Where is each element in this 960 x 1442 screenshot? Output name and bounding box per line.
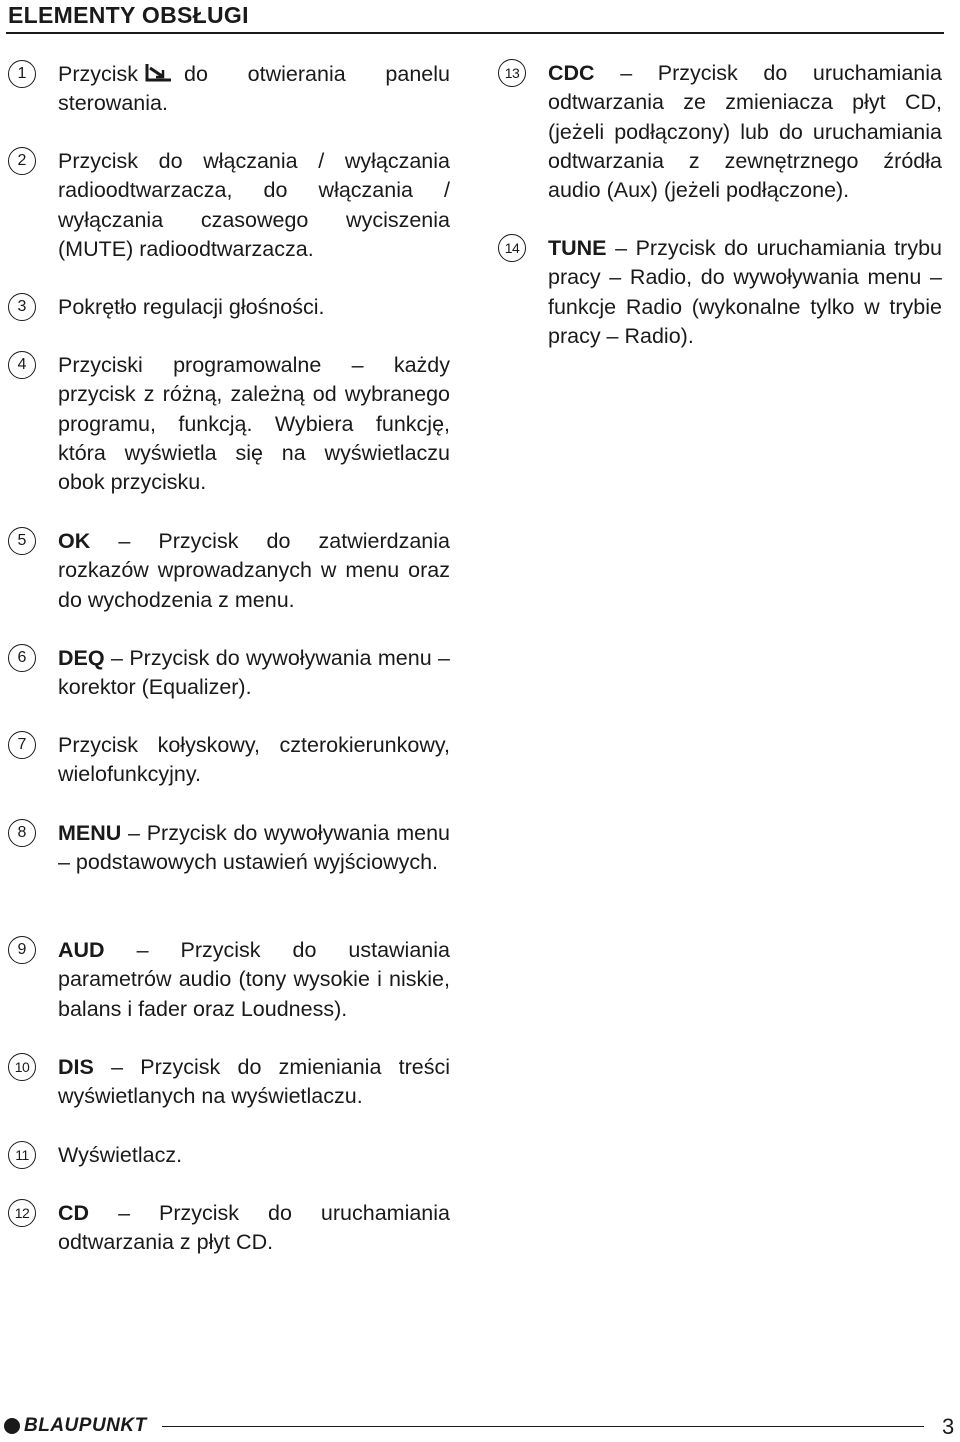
item-number: 7	[8, 731, 36, 759]
item-number: 6	[8, 644, 36, 672]
item-text: Przycisk do otwierania panelu sterowania.	[58, 62, 450, 116]
item-text: Przyciski programowalne – każdy przycisk z różną, zależną od wybranego programu, funkcją. Wybiera funkcję, która wyświetla się na wyświetlaczu obok przycisku.	[58, 353, 450, 495]
item-text: DIS – Przycisk do zmieniania treści wyświetlanych na wyświetlaczu.	[58, 1055, 451, 1109]
item-number: 2	[8, 147, 36, 175]
item-number: 13	[498, 59, 526, 87]
item-number: 14	[498, 234, 526, 262]
panel-release-icon	[144, 62, 174, 84]
item-number: 10	[8, 1053, 36, 1081]
item-text: Wyświetlacz.	[58, 1143, 183, 1167]
item-number: 4	[8, 351, 36, 379]
item-number: 9	[8, 936, 36, 964]
item-number: 3	[8, 293, 36, 321]
item-text: Przycisk do włączania / wyłączania radioodtwarzacza, do włączania / wyłączania czasowego wyciszenia (MUTE) radioodtwarzacza.	[58, 149, 450, 261]
item-text: OK – Przycisk do zatwierdzania rozkazów wprowadzanych w menu oraz do wychodzenia z menu.	[58, 529, 450, 612]
footer-rule	[162, 1426, 924, 1427]
brand-name: BLAUPUNKT	[24, 1415, 147, 1436]
brand-logo	[4, 1412, 147, 1440]
logo-dot-icon	[4, 1418, 20, 1434]
item-text: Przycisk kołyskowy, czterokierunkowy, wielofunkcyjny.	[58, 733, 450, 787]
item-text: CD – Przycisk do uruchamiania odtwarzania z płyt CD.	[58, 1201, 450, 1255]
item-text: AUD – Przycisk do ustawiania parametrów audio (tony wysokie i niskie, balans i fader oraz Loudness).	[58, 938, 450, 1021]
item-number: 5	[8, 527, 36, 555]
item-text: MENU – Przycisk do wywoływania menu – podstawowych ustawień wyjściowych.	[58, 821, 450, 875]
item-number: 8	[8, 819, 36, 847]
item-number: 11	[8, 1141, 36, 1169]
item-text: DEQ – Przycisk do wywoływania menu – korektor (Equalizer).	[58, 646, 450, 700]
item-text: Pokrętło regulacji głośności.	[58, 295, 325, 319]
item-text: CDC – Przycisk do uruchamiania odtwarzania ze zmieniacza płyt CD, (jeżeli podłączony) lub do uruchamiania odtwarzania z zewnętrznego źródła audio (Aux) (jeżeli podłączone).	[548, 61, 942, 203]
item-text: TUNE – Przycisk do uruchamiania trybu pracy – Radio, do wywoływania menu – funkcje Radio (wykonalne tylko w trybie pracy – Radio).	[548, 236, 942, 348]
item-number: 12	[8, 1199, 36, 1227]
page-number: 3	[942, 1414, 955, 1439]
page-title: ELEMENTY OBSŁUGI	[8, 2, 249, 28]
title-rule	[6, 32, 944, 34]
item-number: 1	[8, 60, 36, 88]
